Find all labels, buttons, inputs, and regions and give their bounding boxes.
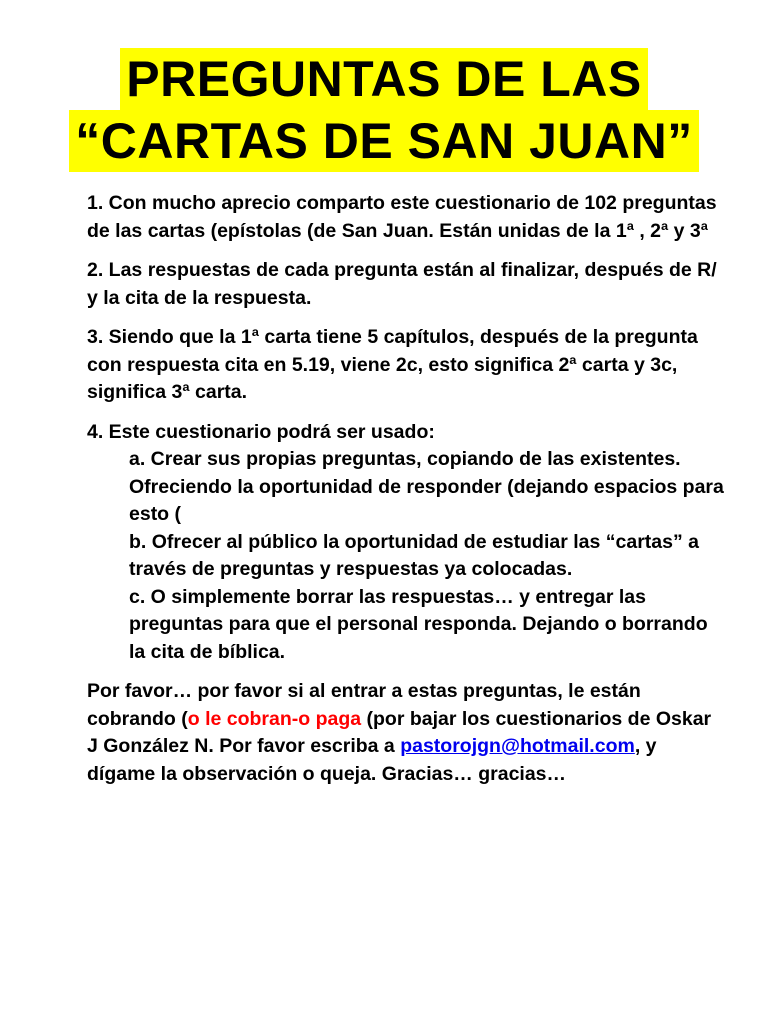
sub-item-a: a. Crear sus propias preguntas, copiando de las existentes. Ofreciendo la oportunidad de responder (dejando espacios para esto ( — [129, 448, 724, 525]
email-link[interactable]: pastorojgn@hotmail.com — [400, 735, 635, 757]
sub-item-b: b. Ofrecer al público la oportunidad de estudiar las “cartas” a través de preguntas y respuestas ya colocadas. — [129, 530, 699, 580]
closing-text-1: Por favor… por favor si al entrar a estas preguntas, le están cobrando ( — [87, 680, 641, 730]
closing-red-text: o le cobran-o paga — [187, 707, 362, 730]
point-3: 3. Siendo que la 1ª carta tiene 5 capítulos, después de la pregunta con respuesta cita en 5.19, viene 2c, esto significa 2ª carta y 3c, significa 3ª carta. — [87, 326, 698, 403]
point-4-sublist — [129, 446, 727, 666]
closing-paragraph — [87, 678, 727, 788]
point-1: 1. Con mucho aprecio comparto este cuestionario de 102 preguntas de las cartas (epístolas (de San Juan. Están unidas de la 1ª , 2ª y 3ª — [87, 192, 717, 242]
title-line-1: PREGUNTAS DE LAS — [120, 48, 647, 110]
sub-item-c: c. O simplemente borrar las respuestas… y entregar las preguntas para que el personal responda. Dejando o borrando la cita de bíblica. — [129, 585, 708, 663]
page-title — [0, 48, 768, 172]
closing-text-2: (por bajar los cuestionarios de Oskar J González N. Por favor escriba a — [87, 707, 712, 757]
title-line-2: “CARTAS DE SAN JUAN” — [69, 110, 698, 172]
point-2: 2. Las respuestas de cada pregunta están al finalizar, después de R/ y la cita de la respuesta. — [87, 259, 717, 309]
document-body — [87, 190, 727, 800]
point-4: 4. Este cuestionario podrá ser usado: — [87, 420, 435, 443]
closing-text-3: , y dígame la observación o queja. Gracias… gracias… — [87, 735, 657, 785]
